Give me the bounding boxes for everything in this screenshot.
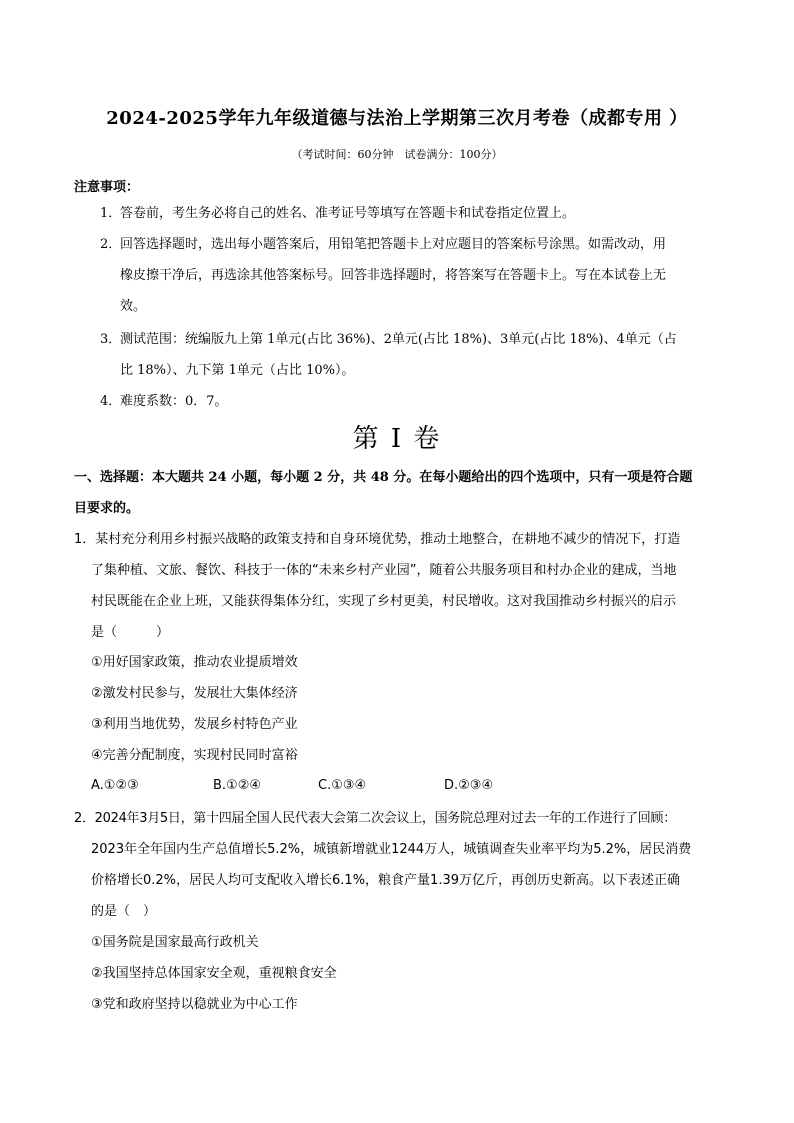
notice-text: 橡皮擦干净后，再选涂其他答案标号。回答非选择题时，将答案写在答题卡上。写在本试卷上无 xyxy=(120,268,667,283)
volume-title: 第 I 卷 xyxy=(352,424,442,454)
notice-item-2 xyxy=(100,229,725,322)
section-line: 一、选择题：本大题共 24 小题，每小题 2 分，共 48 分。在每小题给出的四个选项中，只有一项是符合题 xyxy=(74,470,693,485)
question-line: 价格增长0.2%，居民人均可支配收入增长6.1%，粮食产量1.39万亿斤，再创历史新高。以下表述正确 xyxy=(91,873,680,888)
question-1-option-1: ①用好国家政策，推动农业提质增效 xyxy=(91,655,298,670)
notice-number: 3． xyxy=(100,332,122,347)
notice-text: 答卷前，考生务必将自己的姓名、准考证号等填写在答题卡和试卷指定位置上。 xyxy=(120,206,576,221)
question-line: 村民既能在企业上班，又能获得集体分红，实现了乡村更美，村民增收。这对我国推动乡村振兴的启示 xyxy=(91,594,677,609)
question-line: 2．2024年3月5日，第十四届全国人民代表大会第二次会议上，国务院总理对过去一年的工作进行了回顾： xyxy=(74,811,676,826)
question-2-option-2: ②我国坚持总体国家安全观，重视粮食安全 xyxy=(91,966,337,981)
exam-subtitle: （考试时间：60分钟 试卷满分：100分） xyxy=(291,148,503,161)
question-line: 是（ ） xyxy=(91,625,170,640)
choice-b: B.①②④ xyxy=(213,778,262,793)
notice-text: 效。 xyxy=(120,299,147,314)
question-1-choices xyxy=(91,778,493,793)
question-1-option-3: ③利用当地优势，发展乡村特色产业 xyxy=(91,717,298,732)
notice-item-4 xyxy=(100,386,725,417)
question-line: 了集种植、文旅、餐饮、科技于一体的“未来乡村产业园”，随着公共服务项目和村办企业的建成，当地 xyxy=(91,563,677,578)
question-2-stem xyxy=(74,803,724,927)
section-heading xyxy=(74,462,724,524)
choice-a: A.①②③ xyxy=(91,778,139,793)
question-1-option-2: ②激发村民参与，发展壮大集体经济 xyxy=(91,686,298,701)
notice-number: 2． xyxy=(100,237,122,252)
question-1-stem xyxy=(74,524,724,648)
exam-title: 2024-2025学年九年级道德与法治上学期第三次月考卷（成都专用 ） xyxy=(106,108,688,129)
section-line: 目要求的。 xyxy=(74,501,140,516)
notice-number: 4． xyxy=(100,394,122,409)
question-1-option-4: ④完善分配制度，实现村民同时富裕 xyxy=(91,748,298,763)
notice-item-1 xyxy=(100,198,725,229)
question-line: 1．某村充分利用乡村振兴战略的政策支持和自身环境优势，推动土地整合，在耕地不减少的情况下，打造 xyxy=(74,532,681,547)
notice-number: 1． xyxy=(100,206,122,221)
choice-d: D.②③④ xyxy=(444,778,494,793)
notice-text: 比 18%）、九下第 1单元（占比 10%）。 xyxy=(120,363,355,378)
notice-item-3 xyxy=(100,324,725,386)
notice-text: 回答选择题时，选出每小题答案后，用铅笔把答题卡上对应题目的答案标号涂黑。如需改动，用 xyxy=(120,237,667,252)
notice-text: 测试范围：统编版九上第 1单元(占比 36%)、2单元(占比 18%)、3单元(占比 18%)、4单元（占 xyxy=(120,332,677,347)
choice-c: C.①③④ xyxy=(318,778,367,793)
notice-text: 难度系数：0．7。 xyxy=(120,394,228,409)
question-2-option-3: ③党和政府坚持以稳就业为中心工作 xyxy=(91,997,298,1012)
question-2-option-1: ①国务院是国家最高行政机关 xyxy=(91,935,259,950)
question-line: 的是（ ） xyxy=(91,904,157,919)
notice-heading: 注意事项： xyxy=(74,180,140,195)
question-line: 2023年全年国内生产总值增长5.2%，城镇新增就业1244万人，城镇调查失业率平均为5.2%，居民消费 xyxy=(91,842,692,857)
